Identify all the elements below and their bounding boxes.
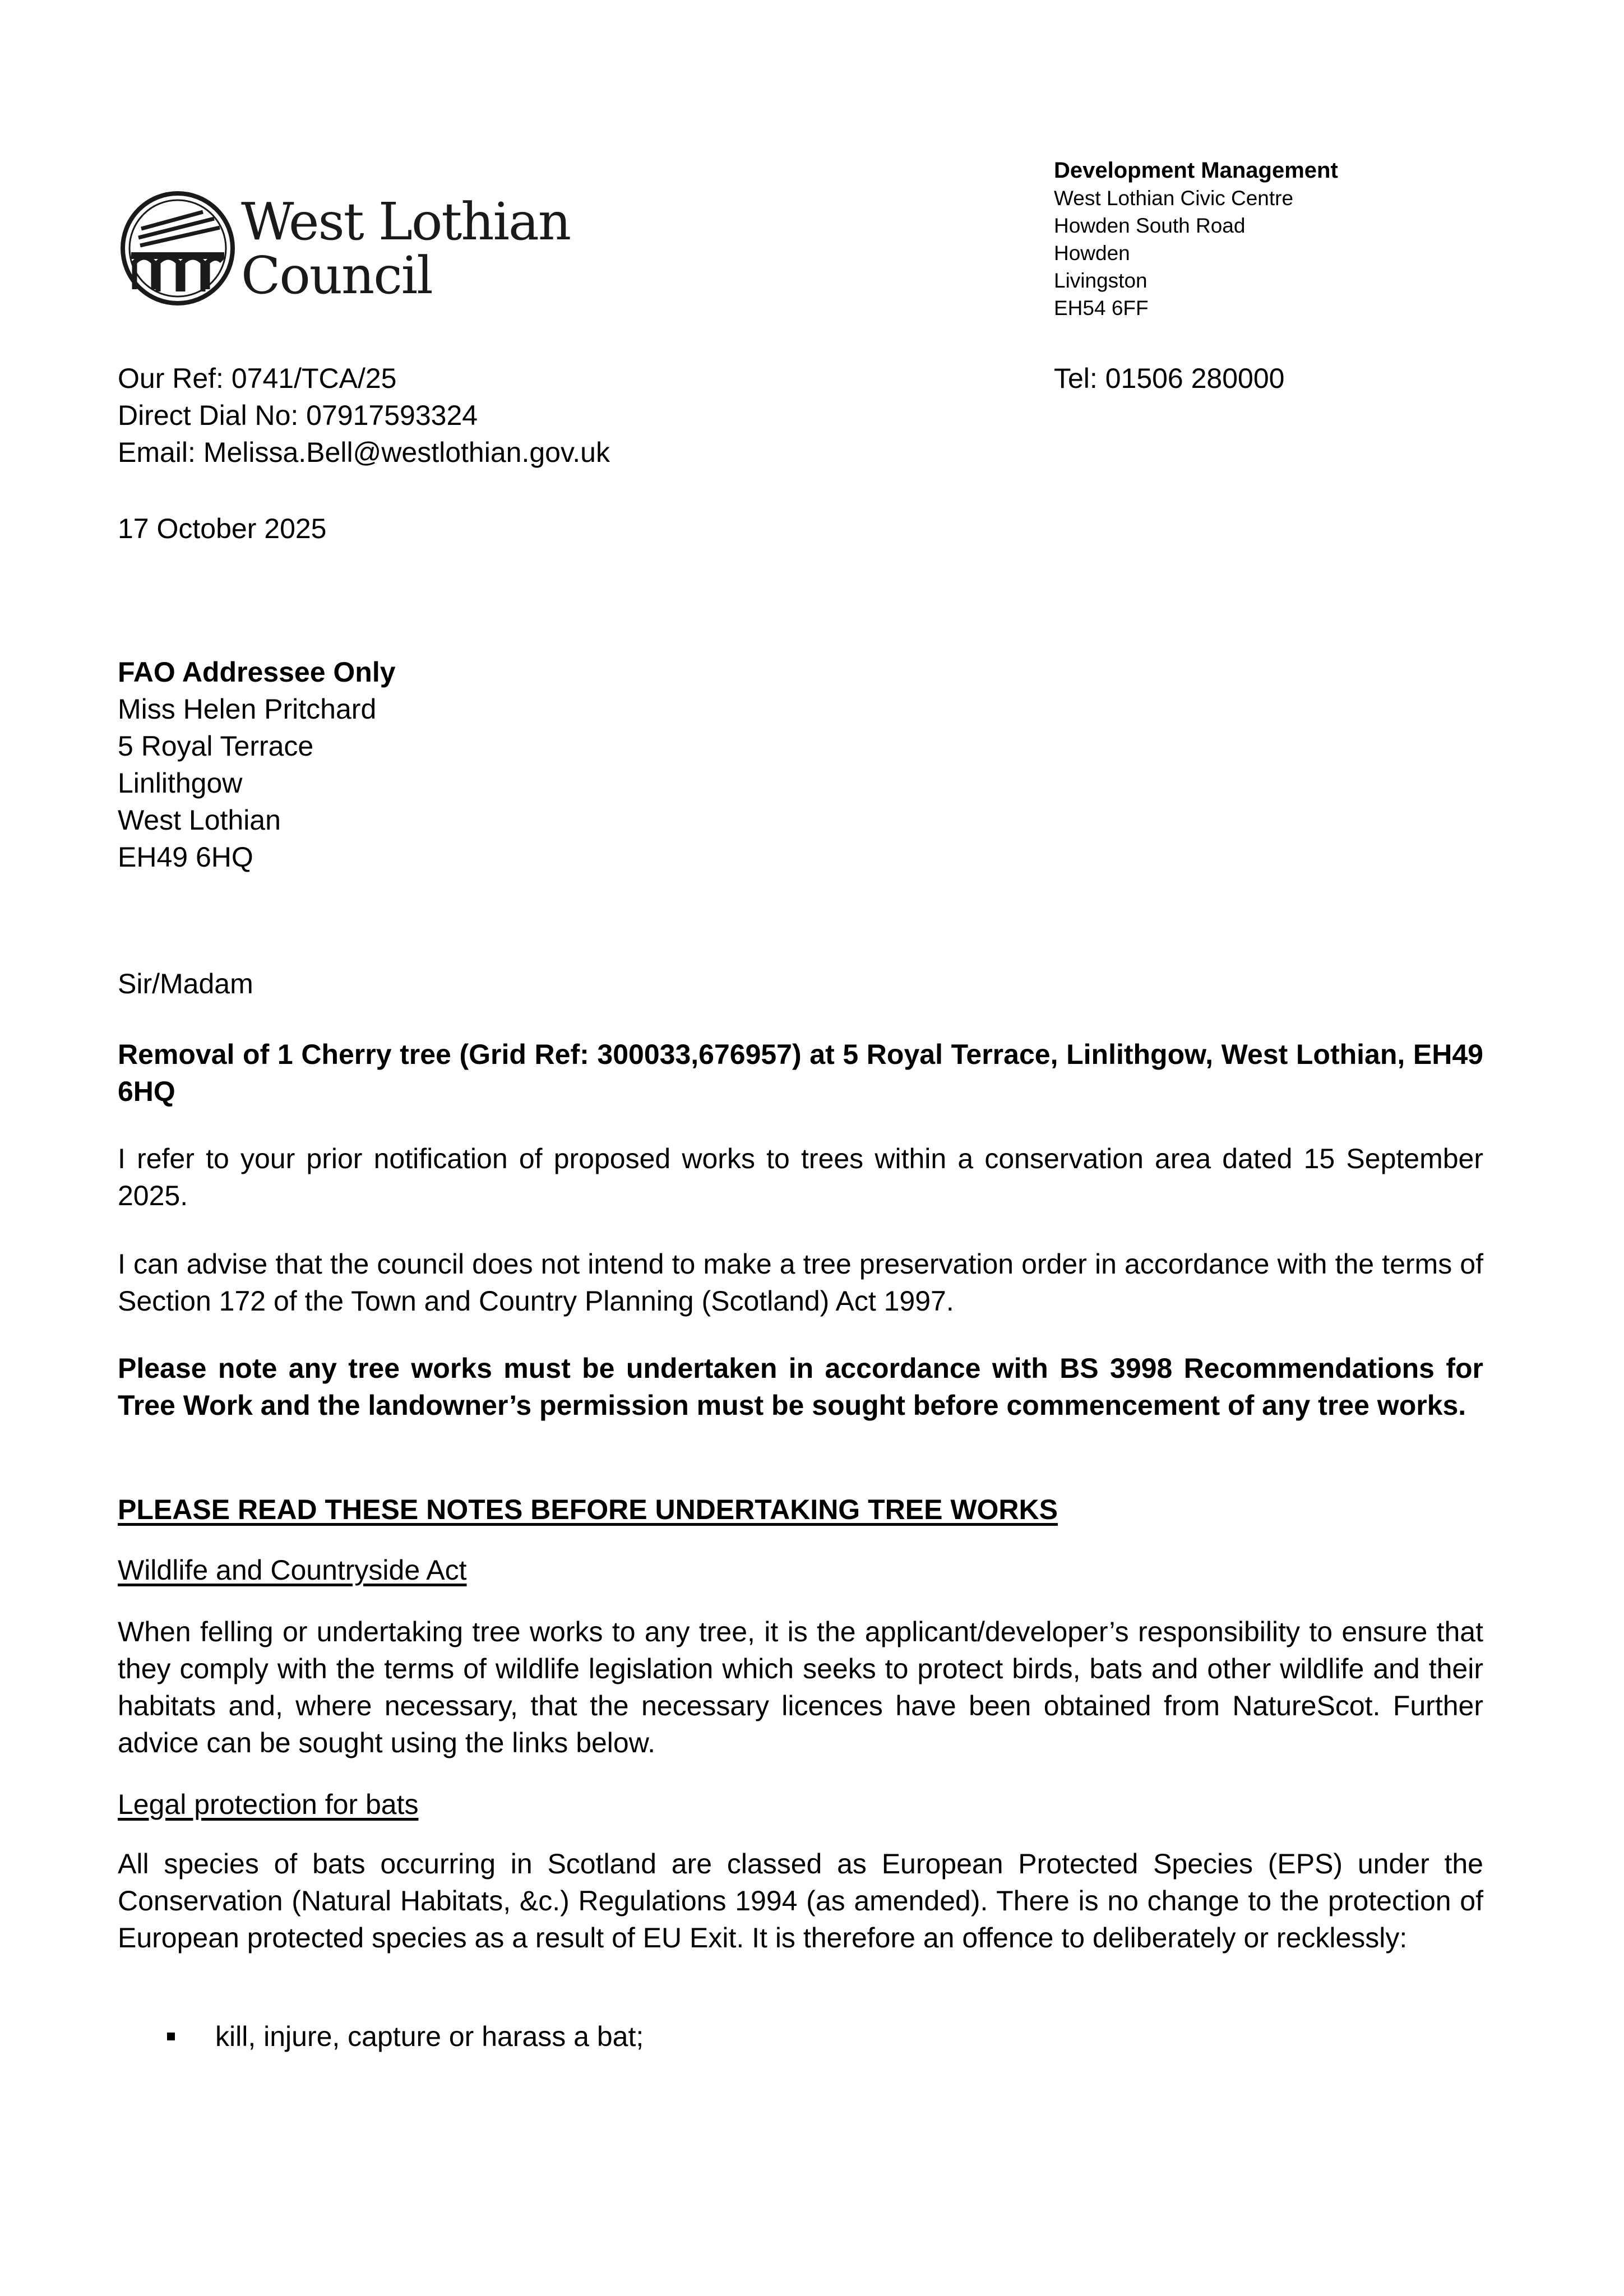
bats-protection-heading: Legal protection for bats: [118, 1789, 419, 1820]
sender-address-line: Livingston: [1054, 269, 1148, 292]
addressee-line: West Lothian: [118, 804, 281, 836]
direct-dial: Direct Dial No: 07917593324: [118, 400, 478, 431]
letter-date: 17 October 2025: [118, 513, 327, 544]
sender-address-line: EH54 6FF: [1054, 297, 1149, 320]
addressee-line: Linlithgow: [118, 767, 243, 799]
sender-address-line: Howden South Road: [1054, 214, 1246, 237]
bridge-emblem-icon: [119, 189, 237, 307]
council-logo: [119, 189, 571, 313]
salutation: Sir/Madam: [118, 968, 253, 999]
wildlife-act-paragraph: When felling or undertaking tree works to any tree, it is the applicant/developer’s responsibility to ensure that they comply with the terms of wildlife legislation which seeks to protect birds, bats and other wildlife and their habitats and, where necessary, that the necessary licences have been obtained from NatureScot. Further advice can be sought using the links below.: [118, 1616, 1483, 1758]
sender-telephone: Tel: 01506 280000: [1054, 363, 1285, 394]
department-name: Development Management: [1054, 158, 1338, 183]
reference-block: [118, 360, 610, 471]
sender-address-line: West Lothian Civic Centre: [1054, 187, 1294, 210]
square-bullet-icon: [167, 2033, 175, 2040]
offence-list: [167, 2018, 644, 2055]
body-paragraph: I refer to your prior notification of proposed works to trees within a conservation area dated 15 September 2025.: [118, 1143, 1483, 1211]
logo-line-2: Council: [241, 246, 432, 305]
body-paragraph: I can advise that the council does not intend to make a tree preservation order in accordance with the terms of Section 172 of the Town and Country Planning (Scotland) Act 1997.: [118, 1248, 1483, 1317]
addressee-line: 5 Royal Terrace: [118, 730, 314, 762]
email-address: Email: Melissa.Bell@westlothian.gov.uk: [118, 437, 610, 468]
list-item: [167, 2018, 644, 2055]
sender-address-line: Howden: [1054, 242, 1130, 265]
addressee-line: Miss Helen Pritchard: [118, 693, 377, 725]
logo-line-1: West Lothian: [241, 192, 571, 252]
addressee-block: [118, 654, 396, 876]
wildlife-act-heading: Wildlife and Countryside Act: [118, 1554, 467, 1586]
our-reference: Our Ref: 0741/TCA/25: [118, 363, 397, 394]
addressee-line: EH49 6HQ: [118, 841, 253, 873]
list-item-text: kill, injure, capture or harass a bat;: [215, 2021, 644, 2052]
bats-protection-paragraph: All species of bats occurring in Scotland are classed as European Protected Species (EPS) under the Conservation (Natural Habitats, &c.) Regulations 1994 (as amended). There is no change to the protection of European protected species as a result of EU Exit. It is therefore an offence to deliberately or recklessly:: [118, 1848, 1483, 1954]
sender-address-block: [1054, 157, 1338, 322]
logo-wordmark: [241, 192, 571, 305]
important-note-paragraph: Please note any tree works must be undertaken in accordance with BS 3998 Recommendations for Tree Work and the landowner’s permission must be sought before commencement of any tree works.: [118, 1353, 1483, 1421]
fao-line: FAO Addressee Only: [118, 656, 396, 688]
subject-line: Removal of 1 Cherry tree (Grid Ref: 300033,676957) at 5 Royal Terrace, Linlithgow, West Lothian, EH49 6HQ: [118, 1039, 1483, 1107]
notes-heading: PLEASE READ THESE NOTES BEFORE UNDERTAKING TREE WORKS: [118, 1494, 1058, 1525]
